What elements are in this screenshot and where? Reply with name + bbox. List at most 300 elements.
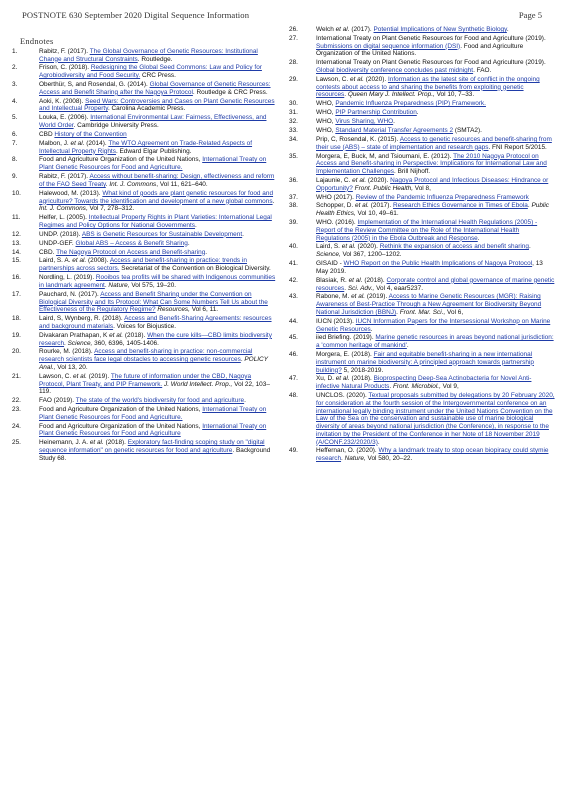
endnote-text: Helfer, L. (2005). xyxy=(39,214,89,222)
endnote-link[interactable]: Information as the latest site of conflict in the ongoing contests about access to and sharing the benefits from exploiting genetic resources xyxy=(316,75,540,99)
endnote-italic-text: et al. xyxy=(109,331,124,339)
endnotes-list-left xyxy=(12,48,276,463)
endnote-italic-text: et al. xyxy=(89,439,104,447)
endnote-link[interactable]: The Global Governance of Genetic Resources: Institutional Change and Structural Constraints xyxy=(39,47,258,63)
endnote-text: Laird, S. A. xyxy=(39,257,73,265)
endnote-text: . Cambridge University Press. xyxy=(73,122,159,130)
endnote-text: . Background Study 68. xyxy=(39,447,271,462)
endnote-item xyxy=(12,439,276,462)
endnote-text: (2020). xyxy=(366,176,391,184)
endnote-item xyxy=(12,397,276,405)
endnote-text: . xyxy=(105,180,110,188)
endnote-number: 1. xyxy=(12,47,18,55)
endnote-item xyxy=(12,249,276,257)
endnote-link[interactable]: Access and Benefit-Sharing Agreements: resources and background materials xyxy=(39,315,272,330)
endnote-number: 44. xyxy=(289,317,298,325)
endnote-number: 2. xyxy=(12,64,18,72)
endnote-link[interactable]: The state of the world's biodiversity for food and agriculture xyxy=(75,397,245,405)
endnote-number: 5. xyxy=(12,114,18,122)
endnote-text: FAO (2019). xyxy=(39,397,76,405)
endnote-text: . Food and Agriculture Organization of the United Nations. xyxy=(316,42,524,58)
endnote-text: Vol 8, xyxy=(412,184,431,192)
endnote-text: UNDP-GEF. xyxy=(39,239,76,247)
endnote-text: (2017). xyxy=(349,26,374,33)
endnote-text: Secretariat of the Convention on Biological Diversity. xyxy=(119,265,271,273)
endnote-text: Xu, D. xyxy=(316,375,336,383)
endnote-number: 43. xyxy=(289,293,298,301)
endnote-item xyxy=(12,240,276,248)
endnote-text: Vol 13, 20. xyxy=(55,363,88,371)
endnote-link[interactable]: Review of the Pandemic Influenza Preparedness Framework xyxy=(355,193,529,201)
endnote-text: Prip, C, Rosendal, K. (2015). xyxy=(316,135,400,143)
endnote-number: 10. xyxy=(12,189,21,197)
endnote-item xyxy=(289,194,555,202)
endnote-link[interactable]: When the cure kills—CBD limits biodiversity research xyxy=(39,331,272,347)
endnote-text: . xyxy=(104,281,109,289)
endnote-text: , Vol 7, 278–312. xyxy=(85,205,135,213)
endnote-text: CRC Press. xyxy=(140,72,176,80)
endnote-italic-text: Nature, xyxy=(344,455,366,463)
endnote-text: (2018). xyxy=(349,375,374,383)
page-number: Page 5 xyxy=(518,10,542,20)
endnote-item xyxy=(289,26,555,34)
endnote-number: 36. xyxy=(289,176,298,184)
endnote-link[interactable]: International Environmental Law: Fairness, Effectiveness, and World Order xyxy=(39,114,267,130)
endnote-link[interactable]: Intellectual Property Rights in Plant Varieties: International Legal Regimes and Policy Options for National Governments xyxy=(39,214,272,229)
endnote-link[interactable]: Seed Wars: Controversies and Cases on Plant Genetic Resources and Intellectual Property xyxy=(39,97,275,113)
endnote-link[interactable]: Global biodiversity conference concludes past midnight xyxy=(316,67,474,75)
endnote-item xyxy=(289,127,555,135)
endnote-number: 34. xyxy=(289,135,298,143)
endnote-item xyxy=(289,136,555,152)
endnote-text: Aoki, K. (2008). xyxy=(39,97,86,105)
endnote-link[interactable]: WHO Report on the Public Health Implications of Nagoya Protocol xyxy=(343,260,533,268)
endnote-link[interactable]: IUCN Information Papers for the Intersessional Workshop on Marine Genetic Resources xyxy=(316,317,551,333)
endnote-link[interactable]: What kind of goods are plant genetic resources for food and agriculture? Towards the identification and development of a new global commons xyxy=(39,189,274,205)
endnote-item xyxy=(12,373,276,396)
endnote-link[interactable]: Submissions on digital sequence information (DSI) xyxy=(316,42,461,50)
endnote-text: . xyxy=(272,197,275,205)
endnote-text: UNDP. (2018). xyxy=(39,230,82,238)
endnote-text: GISAID - xyxy=(316,260,344,268)
endnote-text: Rabitz, F. (2017). xyxy=(39,173,90,181)
endnote-text: Vol 9, xyxy=(440,383,459,391)
endnote-item xyxy=(289,277,555,293)
endnote-italic-text: et al. xyxy=(72,257,87,265)
endnote-text: . xyxy=(477,234,480,242)
endnote-italic-text: Resources, xyxy=(157,306,190,314)
endnote-number: 42. xyxy=(289,276,298,284)
endnote-item xyxy=(12,257,276,273)
endnote-text: Heinemann, J. A. xyxy=(39,439,90,447)
endnote-text: . FNI Report 5/2015. xyxy=(488,143,547,151)
header-title: POSTNOTE 630 September 2020 Digital Sequence Information xyxy=(22,10,250,20)
endnote-number: 17. xyxy=(12,290,21,298)
endnote-italic-text: et al. xyxy=(73,372,87,380)
endnote-number: 33. xyxy=(289,126,298,134)
endnote-text: (2019). xyxy=(365,293,389,301)
endnote-italic-text: Science, xyxy=(67,339,93,347)
endnote-italic-text: J. World Intellect. Prop., xyxy=(164,380,233,388)
endnote-text: UNCLOS. (2020). xyxy=(316,392,369,400)
endnote-text: (2018). xyxy=(123,331,148,339)
endnote-item xyxy=(289,318,555,334)
endnote-text: . xyxy=(344,284,348,292)
endnote-link[interactable]: Potential Implications of New Synthetic Biology xyxy=(373,26,507,33)
endnote-link[interactable]: Textual proposals submitted by delegations by 20 February 2020, for consideration at the fourth session of the Intergovernmental conference on an international legally binding instrument under the United Nations Convention on the Law of the Sea on the conservation and sustainable use of marine biological diversity of areas beyond national jurisdiction (the Conference), in response to the invitation by the President of the Conference in her Note of 18 November 2019 (A/CONF.232/2020/3) xyxy=(316,392,555,446)
endnote-text: . Voices for Biojustice. xyxy=(113,322,177,330)
endnote-text: Vol 22, 103–119. xyxy=(39,380,270,396)
endnote-text: . xyxy=(393,118,395,126)
endnote-item xyxy=(289,202,555,218)
endnote-text: . xyxy=(370,325,373,333)
endnote-link[interactable]: History of the Convention xyxy=(54,130,127,138)
endnote-italic-text: Int. J. Commons xyxy=(109,180,157,188)
endnote-link[interactable]: The Nagoya Protocol on Access and Benefit-sharing xyxy=(56,248,206,256)
endnote-link[interactable]: Access and benefit-sharing in practice: non-commercial research scientists face legal obstacles to accessing genetic resources xyxy=(39,348,253,364)
endnote-link[interactable]: Access without benefit-sharing: Design, effectiveness and reform of the FAO Seed Treaty xyxy=(39,173,275,188)
endnote-text: . xyxy=(389,383,393,391)
endnote-text: . Routledge & CRC Press. xyxy=(192,88,268,96)
endnote-text: Rabitz, F. (2017). xyxy=(39,47,90,55)
endnote-number: 18. xyxy=(12,315,21,323)
endnote-link[interactable]: Why a landmark treaty to stop ocean biopiracy could stymie research xyxy=(316,447,549,463)
endnote-text: Food and Agriculture Organization of the United Nations, xyxy=(39,406,203,414)
endnote-link[interactable]: Implementation of the International Health Regulations (2005) - Report of the Review Committee on the Role of the International Health Regulations (2005) in the Ebola Outbreak and Response xyxy=(316,219,538,242)
endnote-item xyxy=(12,406,276,422)
endnote-number: 14. xyxy=(12,248,21,256)
endnotes-column-left xyxy=(12,38,276,464)
endnote-number: 4. xyxy=(12,97,18,105)
endnote-number: 23. xyxy=(12,406,21,414)
endnote-number: 11. xyxy=(12,214,21,222)
endnote-item xyxy=(289,35,555,58)
endnote-link[interactable]: Fair and equitable benefit-sharing in a new international instrument on marine biodiversity: A principled approach towards partnership building? xyxy=(316,351,534,374)
endnote-text: . xyxy=(396,308,400,316)
endnote-item xyxy=(12,48,276,64)
endnote-link[interactable]: Exploratory fact-finding scoping study on "digital sequence information" on genetic resources for food and agriculture xyxy=(39,439,265,455)
endnote-text: CBD. xyxy=(39,248,57,256)
endnote-text: Vol 575, 19–20. xyxy=(129,281,177,289)
endnote-number: 28. xyxy=(289,59,298,67)
endnote-text: . Routledge. xyxy=(137,55,173,63)
endnote-item xyxy=(12,98,276,114)
endnote-link[interactable]: Rooibos tea profits will be shared with Indigenous communities in landmark agreement xyxy=(39,274,276,289)
endnote-text: . xyxy=(344,91,348,99)
endnote-link[interactable]: Rethink the expansion of access and benefit sharing xyxy=(379,243,529,251)
endnote-italic-text: Sci. Adv., xyxy=(347,284,375,292)
endnote-link[interactable]: Bioprospecting Deep-Sea Actinobacteria for Novel Anti-infective Natural Products xyxy=(316,375,532,391)
endnote-link[interactable]: Access and Benefit Sharing under the Convention on Biological Diversity and Its Protocol: What Can Some Numbers Tell Us about the Effectiveness of the Regulatory Regime? xyxy=(39,290,268,314)
endnotes-column-right xyxy=(289,26,555,464)
endnote-number: 27. xyxy=(289,34,298,42)
endnote-text: Heffernan, O. (2020). xyxy=(316,447,379,455)
endnote-text: . xyxy=(242,230,244,238)
endnote-italic-text: Front. Microbiol., xyxy=(392,383,441,391)
endnote-text: Vol 6, 11. xyxy=(189,306,219,314)
endnote-italic-text: Queen Mary J. Intellect. Prop., xyxy=(347,91,435,99)
endnote-number: 38. xyxy=(289,202,298,210)
endnote-text: . xyxy=(205,248,208,256)
endnote-number: 9. xyxy=(12,173,18,181)
endnote-item xyxy=(12,114,276,130)
endnote-text: Schopper, D. xyxy=(316,202,356,210)
endnote-text: Rabone, M. xyxy=(316,293,352,301)
endnote-italic-text: et al. xyxy=(70,139,85,147)
endnote-number: 48. xyxy=(289,392,298,400)
endnote-number: 13. xyxy=(12,239,21,247)
endnote-italic-text: Front. Public Health, xyxy=(354,184,413,192)
endnote-italic-text: et al. xyxy=(355,202,369,210)
endnote-text: iied Briefing. (2019). xyxy=(316,334,376,342)
endnote-text: . Brill Nijhoff. xyxy=(394,168,431,176)
endnote-text: . xyxy=(341,455,345,463)
endnote-item xyxy=(12,214,276,230)
endnote-text: Nordling, L. (2019). xyxy=(39,274,96,282)
endnote-number: 30. xyxy=(289,100,298,108)
endnote-item xyxy=(289,118,555,126)
endnote-item xyxy=(289,100,555,108)
endnote-number: 31. xyxy=(289,109,298,117)
endnote-text: . Edward Elgar Publishing. xyxy=(115,147,192,155)
endnote-text: (2008). xyxy=(86,257,110,265)
endnote-text: (2019). xyxy=(86,372,111,380)
endnote-number: 21. xyxy=(12,372,21,380)
endnote-item xyxy=(289,59,555,75)
endnote-link[interactable]: Virus Sharing, WHO xyxy=(335,118,394,126)
endnote-link[interactable]: Access to Marine Genetic Resources (MGR): Raising Awareness of Best-Practice Through a New Agreement for Biodiversity Beyond National Jurisdiction (BBNJ) xyxy=(316,293,542,316)
endnote-item xyxy=(12,291,276,314)
endnote-link[interactable]: International Treaty on Plant Genetic Resources for Food and Agriculture. xyxy=(39,406,267,421)
endnote-number: 35. xyxy=(289,152,298,160)
endnote-italic-text: et al. xyxy=(341,243,356,251)
endnote-number: 15. xyxy=(12,257,21,265)
endnote-link[interactable]: International Treaty on Plant Genetic Resources for Food and Agriculture xyxy=(39,422,267,438)
endnote-item xyxy=(289,243,555,259)
endnote-link[interactable]: Redesigning the Global Seed Commons: Law and Policy for Agrobiodiversity and Food Security. xyxy=(39,64,262,80)
endnote-link[interactable]: Pandemic Influenza Preparedness (PIP) Framework. xyxy=(335,100,486,108)
endnote-number: 32. xyxy=(289,118,298,126)
endnote-link[interactable]: ABS is Genetic Resources for Sustainable Development xyxy=(81,230,243,238)
endnote-text: International Treaty on Plant Genetic Resources for Food and Agriculture (2019). xyxy=(316,34,546,42)
endnote-text: WHO, xyxy=(316,100,336,108)
endnote-text: Vol 10, 7–33. xyxy=(434,91,475,99)
endnotes-heading: Endnotes xyxy=(20,37,54,46)
endnote-text: . xyxy=(195,221,197,229)
endnote-number: 47. xyxy=(289,375,298,383)
endnote-text: Vol 580, 20–22. xyxy=(365,455,413,463)
endnote-number: 41. xyxy=(289,260,298,268)
endnote-text: . FAO. xyxy=(473,67,492,75)
endnote-text: . Carolina Academic Press. xyxy=(107,105,186,113)
endnote-number: 20. xyxy=(12,348,21,356)
endnote-number: 22. xyxy=(12,397,21,405)
endnote-number: 40. xyxy=(289,243,298,251)
endnote-item xyxy=(12,173,276,189)
endnote-number: 7. xyxy=(12,139,18,147)
endnote-item xyxy=(289,392,555,446)
endnote-link[interactable]: International Treaty on Plant Genetic Resources for Food and Agriculture. xyxy=(39,156,267,172)
endnote-text: . xyxy=(416,109,419,117)
endnote-item xyxy=(289,76,555,99)
endnote-text: Vol 6, xyxy=(445,308,464,316)
endnote-text: (2018). xyxy=(103,439,128,447)
endnote-item xyxy=(289,334,555,350)
endnote-text: Food and Agriculture Organization of the United Nations, xyxy=(39,156,203,164)
endnote-number: 37. xyxy=(289,193,298,201)
endnote-italic-text: et al. xyxy=(348,276,363,284)
endnote-text: . xyxy=(506,26,509,33)
endnote-text: Divakaran Prathapan, K xyxy=(39,331,110,339)
endnote-item xyxy=(289,351,555,374)
endnote-item xyxy=(289,177,555,193)
endnote-text: Food and Agriculture Organization of the United Nations, xyxy=(39,422,203,430)
endnote-item xyxy=(12,190,276,213)
endnote-text: . xyxy=(527,202,532,210)
endnote-number: 39. xyxy=(289,219,298,227)
endnote-link[interactable]: Access and benefit-sharing in practice: trends in partnerships across sectors. xyxy=(39,257,247,273)
endnote-number: 19. xyxy=(12,331,21,339)
endnote-italic-text: et al. xyxy=(351,293,366,301)
endnote-text: WHO. (2016). xyxy=(316,219,358,227)
endnote-item xyxy=(12,156,276,172)
endnote-item xyxy=(289,153,555,176)
endnote-item xyxy=(289,375,555,391)
endnote-link[interactable]: Access to genetic resources and benefit-sharing from their use (ABS) – state of implementation and research gaps xyxy=(316,135,552,151)
endnote-text: 5, 2018-2019. xyxy=(341,366,384,374)
endnote-text: Lawson, C. xyxy=(316,75,350,83)
endnote-italic-text: Int. J. Commons xyxy=(39,205,86,213)
endnote-text: WHO (2017). xyxy=(316,193,356,201)
page-header xyxy=(22,10,542,24)
endnote-text: Vol 10, 49–61. xyxy=(355,210,399,218)
endnote-item xyxy=(289,109,555,117)
endnote-italic-text: POLICY Anal., xyxy=(39,356,268,371)
endnote-item xyxy=(289,260,555,276)
endnote-link[interactable]: Global Governance of Genetic Resources: Access and Benefit Sharing after the Nagoya Protocol xyxy=(39,81,271,96)
endnote-italic-text: Public Health Ethics, xyxy=(316,202,549,218)
endnote-item xyxy=(12,315,276,331)
endnote-italic-text: Front. Mar. Sci., xyxy=(399,308,446,316)
endnote-text: . xyxy=(244,397,246,405)
endnote-link[interactable]: Research Ethics Governance in Times of Ebola xyxy=(392,202,528,210)
endnote-item xyxy=(12,140,276,156)
endnote-italic-text: Science, xyxy=(316,251,341,259)
endnote-number: 12. xyxy=(12,230,21,238)
endnote-text: (2020). xyxy=(355,243,380,251)
endnote-text: Lawson, C. xyxy=(39,372,73,380)
endnote-text: Vol 367, 1200–1202. xyxy=(340,251,402,259)
endnote-text: Morgera, E, Buck, M, and Tsioumani, E. (2012). xyxy=(316,152,454,160)
endnote-item xyxy=(12,348,276,371)
endnote-item xyxy=(12,274,276,290)
endnote-text: , Vol 11, 621–640. xyxy=(156,180,208,188)
endnote-number: 3. xyxy=(12,81,18,89)
endnote-number: 29. xyxy=(289,75,298,83)
endnote-link[interactable]: Global ABS – Access & Benefit Sharing xyxy=(75,239,188,247)
endnote-text: Pauchard, N. (2017). xyxy=(39,290,101,298)
endnote-link[interactable]: Corporate control and global governance of marine genetic resources xyxy=(316,276,555,292)
endnote-italic-text: et al. xyxy=(335,375,350,383)
endnote-text: WHO, xyxy=(316,109,336,117)
endnote-italic-text: Nature, xyxy=(108,281,130,289)
endnote-text: (2014). xyxy=(84,139,109,147)
endnote-text: CBD xyxy=(39,130,55,138)
endnote-number: 24. xyxy=(12,422,21,430)
endnote-text: Louka, E. (2006). xyxy=(39,114,91,122)
endnote-text: Laird, S, Wynberg, R. (2018). xyxy=(39,315,125,323)
endnote-number: 8. xyxy=(12,156,18,164)
endnote-text: Malbon, J. xyxy=(39,139,71,147)
endnote-text: Halewood, M. (2013). xyxy=(39,189,103,197)
endnote-link[interactable]: Nagoya Protocol and Infectious Diseases: Hindrance or Opportunity? xyxy=(316,176,549,192)
endnote-text: Vol 4, eaar5237. xyxy=(374,284,424,292)
endnote-item xyxy=(12,131,276,139)
endnote-text: . xyxy=(64,339,68,347)
endnote-link[interactable]: The 2010 Nagoya Protocol on Access and Benefit-sharing in Perspective: Implications for International Law and Implementation Challenges xyxy=(316,152,547,176)
endnote-text: (2017). xyxy=(368,202,393,210)
endnote-text: Oberthür, S, and Rosendal, G. (2014). xyxy=(39,81,150,89)
endnote-number: 49. xyxy=(289,447,298,455)
endnote-link[interactable]: The WTO Agreement on Trade-Related Aspects of Intellectual Property Rights xyxy=(39,139,253,155)
endnote-link[interactable]: Marine genetic resources in areas beyond national jurisdiction: a 'common heritage of mankind' xyxy=(316,334,554,350)
endnote-text: . xyxy=(406,342,409,350)
endnote-text: IUCN (2013). xyxy=(316,317,356,325)
endnote-item xyxy=(12,64,276,80)
endnote-text: (2018). xyxy=(362,276,387,284)
endnote-text: (SMTA2). xyxy=(453,126,482,134)
endnote-text: Laird, S. xyxy=(316,243,342,251)
endnote-link[interactable]: PIP Partnership Contribution xyxy=(335,109,417,117)
endnote-text: International Treaty on Plant Genetic Resources for Food and Agriculture (2019). xyxy=(316,59,546,67)
endnote-item xyxy=(12,231,276,239)
endnote-link[interactable]: The future of information under the CBD, Nagoya Protocol, Plant Treaty, and PIP Framework. xyxy=(39,372,252,388)
endnote-number: 6. xyxy=(12,130,18,138)
endnote-text: Lajaunie, C. xyxy=(316,176,353,184)
endnote-text: WHO, xyxy=(316,126,336,134)
endnote-text: 360, 6396, 1405-1406. xyxy=(92,339,159,347)
endnote-text: Welch xyxy=(316,26,336,33)
endnote-number: 45. xyxy=(289,334,298,342)
endnote-text: (2020). xyxy=(363,75,388,83)
endnote-text: Morgera, E. (2018). xyxy=(316,351,374,359)
endnote-item xyxy=(12,81,276,97)
endnote-text: . xyxy=(240,356,245,364)
endnote-italic-text: et al. xyxy=(350,75,364,83)
endnote-item xyxy=(12,423,276,439)
endnote-text: . xyxy=(377,438,380,446)
endnotes-list-right xyxy=(289,26,555,463)
endnote-number: 26. xyxy=(289,26,298,33)
endnote-item xyxy=(12,332,276,348)
endnote-link[interactable]: Standard Material Transfer Agreements 2 xyxy=(335,126,454,134)
endnote-number: 46. xyxy=(289,351,298,359)
endnote-number: 25. xyxy=(12,439,21,447)
endnote-item xyxy=(289,293,555,316)
endnote-text: Blasiak, R. xyxy=(316,276,349,284)
endnote-italic-text: et al. xyxy=(335,26,350,33)
endnote-item xyxy=(289,219,555,242)
endnote-text: WHO, xyxy=(316,118,336,126)
endnote-italic-text: et al. xyxy=(352,176,367,184)
endnote-text: . xyxy=(187,239,190,247)
endnote-item xyxy=(289,447,555,463)
endnote-number: 16. xyxy=(12,274,21,282)
endnote-text: , 13 May 2019. xyxy=(316,260,543,275)
endnote-text: . xyxy=(528,243,531,251)
endnote-text: Frison, C. (2018). xyxy=(39,64,91,72)
endnote-text: Rourke, M. (2018). xyxy=(39,348,95,356)
